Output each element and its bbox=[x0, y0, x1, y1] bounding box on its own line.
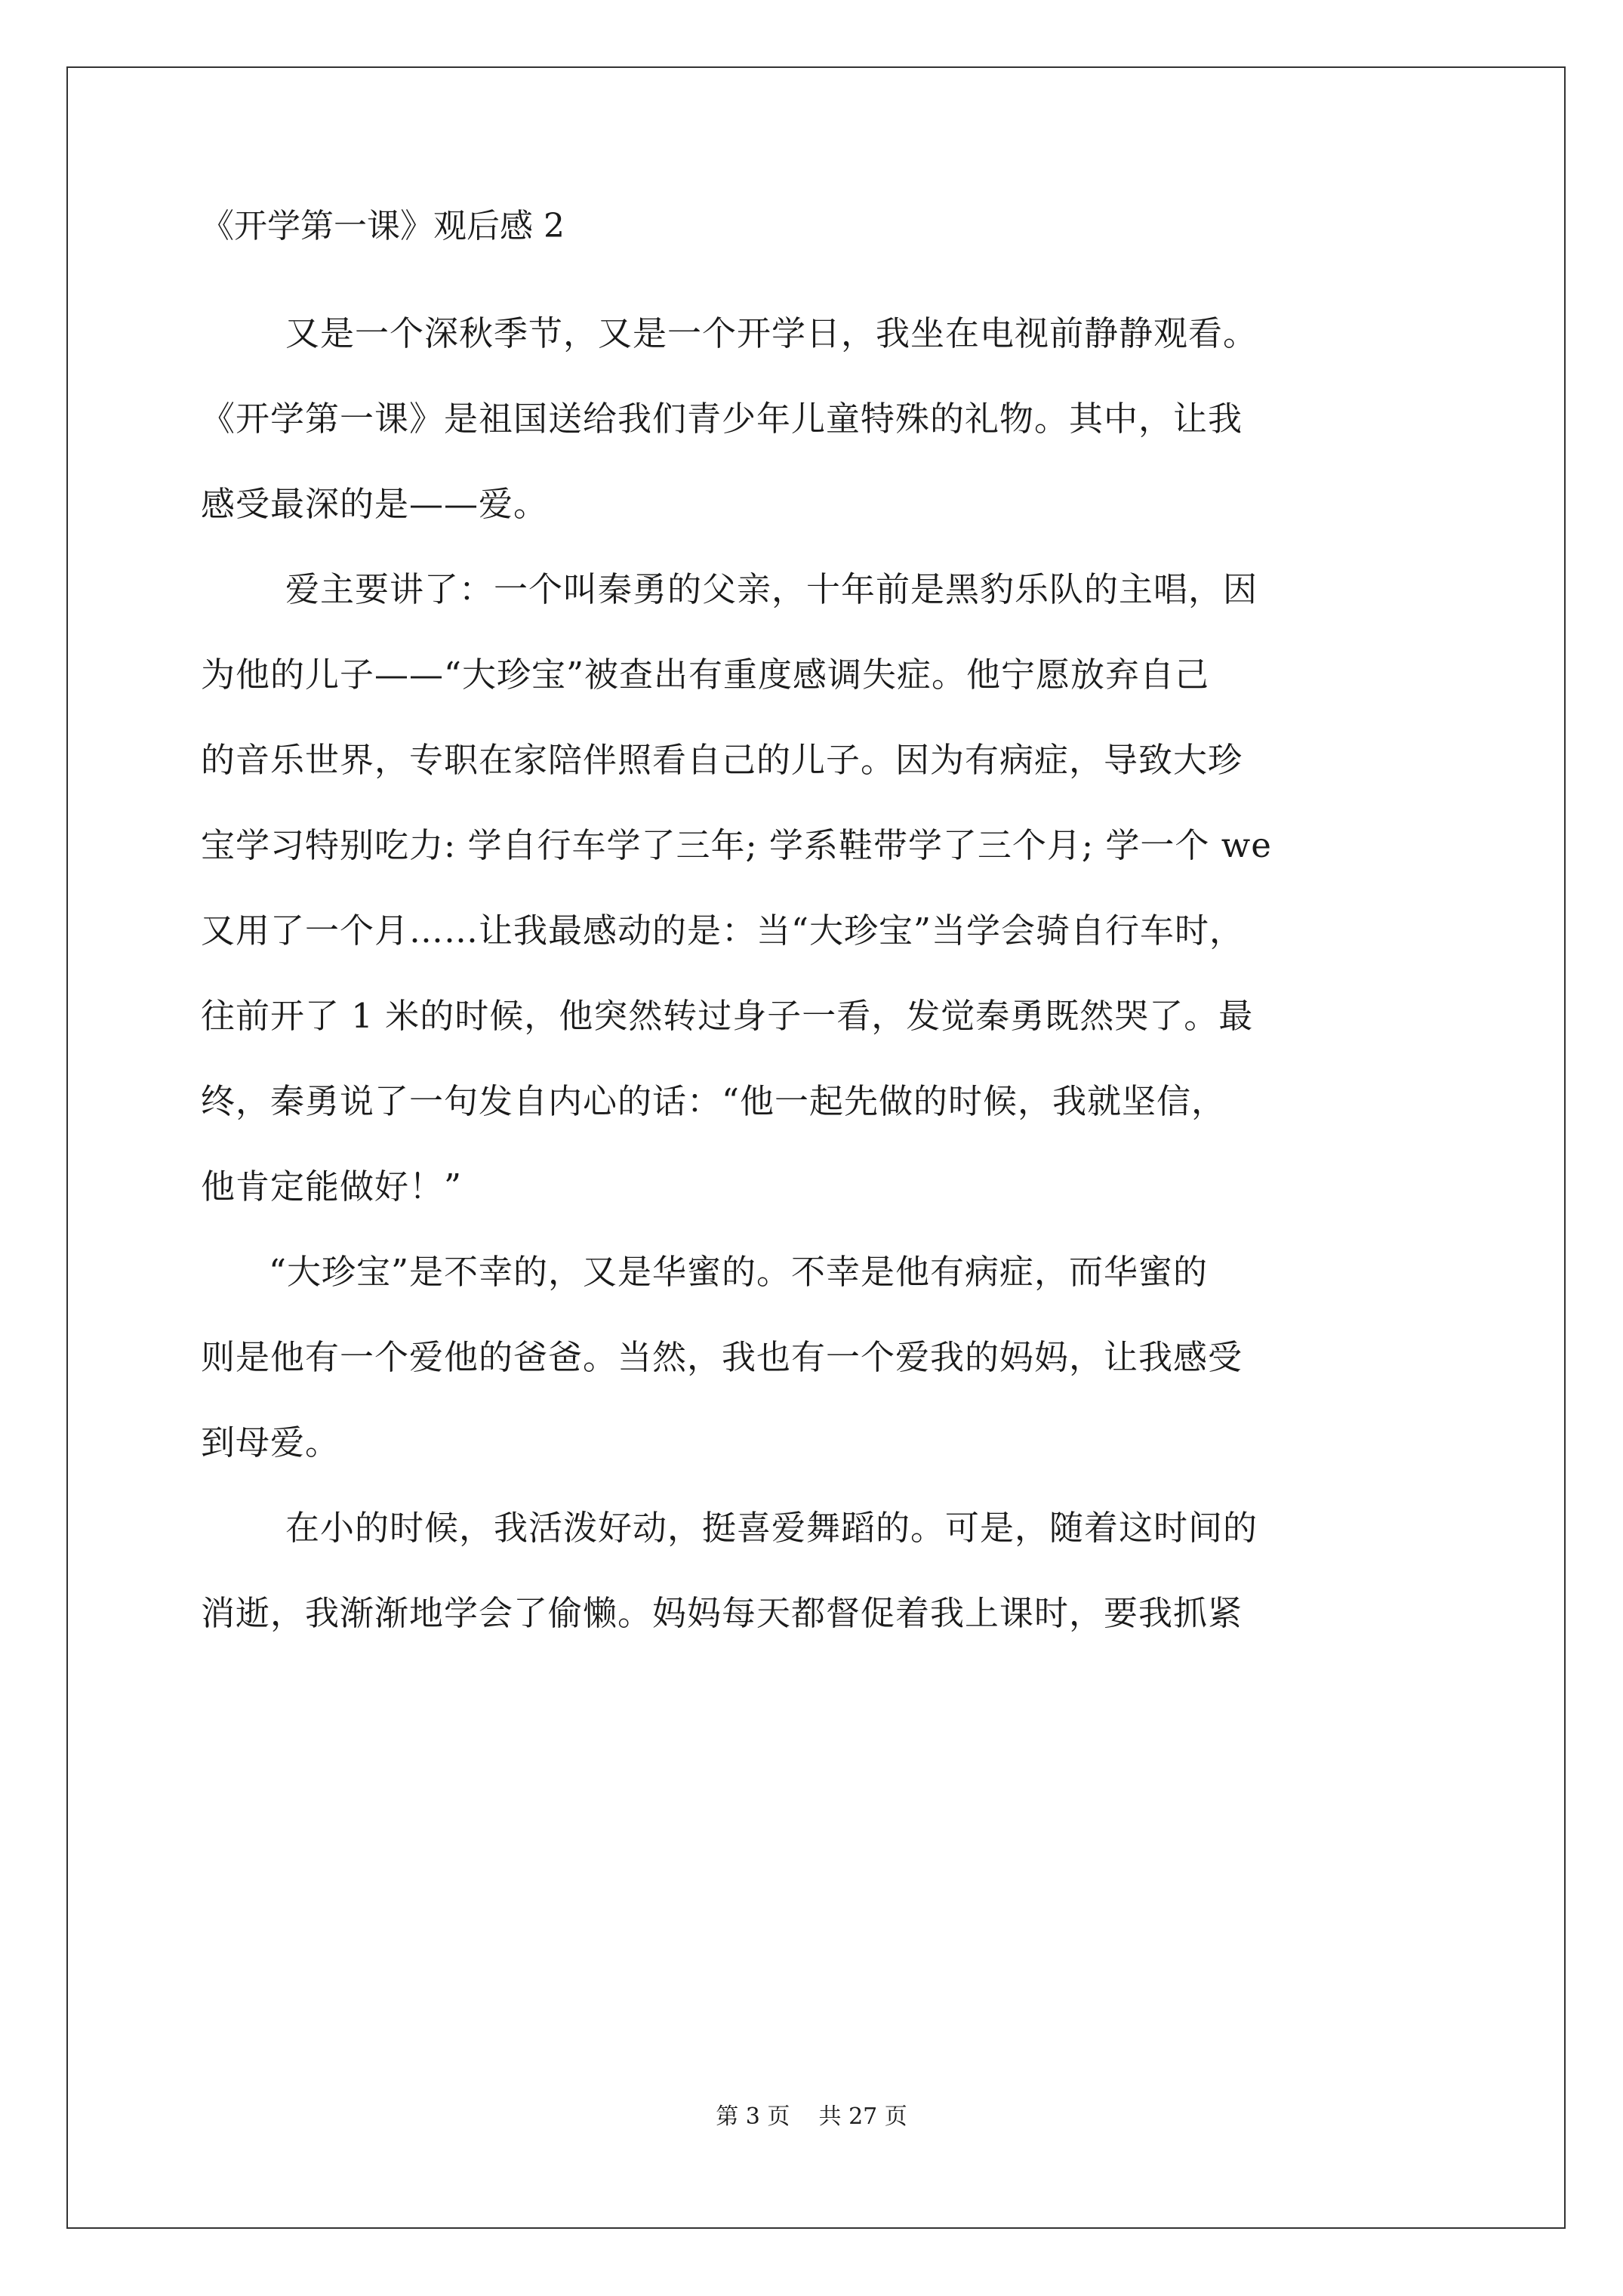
paragraph-line: 往前开了 1 米的时候，他突然转过身子一看，发觉秦勇既然哭了。最 bbox=[201, 996, 1254, 1036]
paragraph-line: 消逝，我渐渐地学会了偷懒。妈妈每天都督促着我上课时，要我抓紧 bbox=[201, 1593, 1243, 1633]
paragraph-line: 终，秦勇说了一句发自内心的话：“他一起先做的时候，我就坚信， bbox=[201, 1081, 1227, 1121]
paragraph-2 bbox=[201, 547, 1431, 1229]
paragraph-line: 则是他有一个爱他的爸爸。当然，我也有一个爱我的妈妈，让我感受 bbox=[201, 1337, 1243, 1377]
paragraph-line: 爱主要讲了：一个叫秦勇的父亲，十年前是黑豹乐队的主唱，因 bbox=[285, 569, 1258, 609]
paragraph-line: 又是一个深秋季节，又是一个开学日，我坐在电视前静静观看。 bbox=[285, 313, 1258, 353]
paragraph-line: 感受最深的是——爱。 bbox=[201, 484, 549, 524]
paragraph-line: 为他的儿子——“大珍宝”被查出有重度感调失症。他宁愿放弃自己 bbox=[201, 655, 1210, 695]
paragraph-4 bbox=[201, 1485, 1431, 1656]
page-footer bbox=[0, 2102, 1623, 2132]
document-title: 《开学第一课》观后感 2 bbox=[201, 207, 565, 245]
page-total: 共 27 页 bbox=[818, 2103, 907, 2130]
page-number: 第 3 页 bbox=[716, 2103, 790, 2130]
paragraph-line: 的音乐世界，专职在家陪伴照看自己的儿子。因为有病症，导致大珍 bbox=[201, 740, 1243, 780]
paragraph-line: “大珍宝”是不幸的，又是华蜜的。不幸是他有病症，而华蜜的 bbox=[269, 1252, 1209, 1292]
document-body bbox=[201, 202, 1431, 1656]
paragraph-line: 《开学第一课》是祖国送给我们青少年儿童特殊的礼物。其中，让我 bbox=[201, 399, 1243, 439]
paragraph-line: 在小的时候，我活泼好动，挺喜爱舞蹈的。可是，随着这时间的 bbox=[285, 1508, 1258, 1548]
paragraph-line: 又用了一个月……让我最感动的是：当“大珍宝”当学会骑自行车时， bbox=[201, 911, 1245, 951]
paragraph-3 bbox=[201, 1229, 1431, 1485]
paragraph-line: 到母爱。 bbox=[201, 1422, 340, 1462]
paragraph-1 bbox=[201, 291, 1431, 547]
paragraph-line: 他肯定能做好！” bbox=[201, 1166, 463, 1207]
paragraph-line: 宝学习特别吃力: 学自行车学了三年; 学系鞋带学了三个月; 学一个 we bbox=[201, 825, 1272, 865]
